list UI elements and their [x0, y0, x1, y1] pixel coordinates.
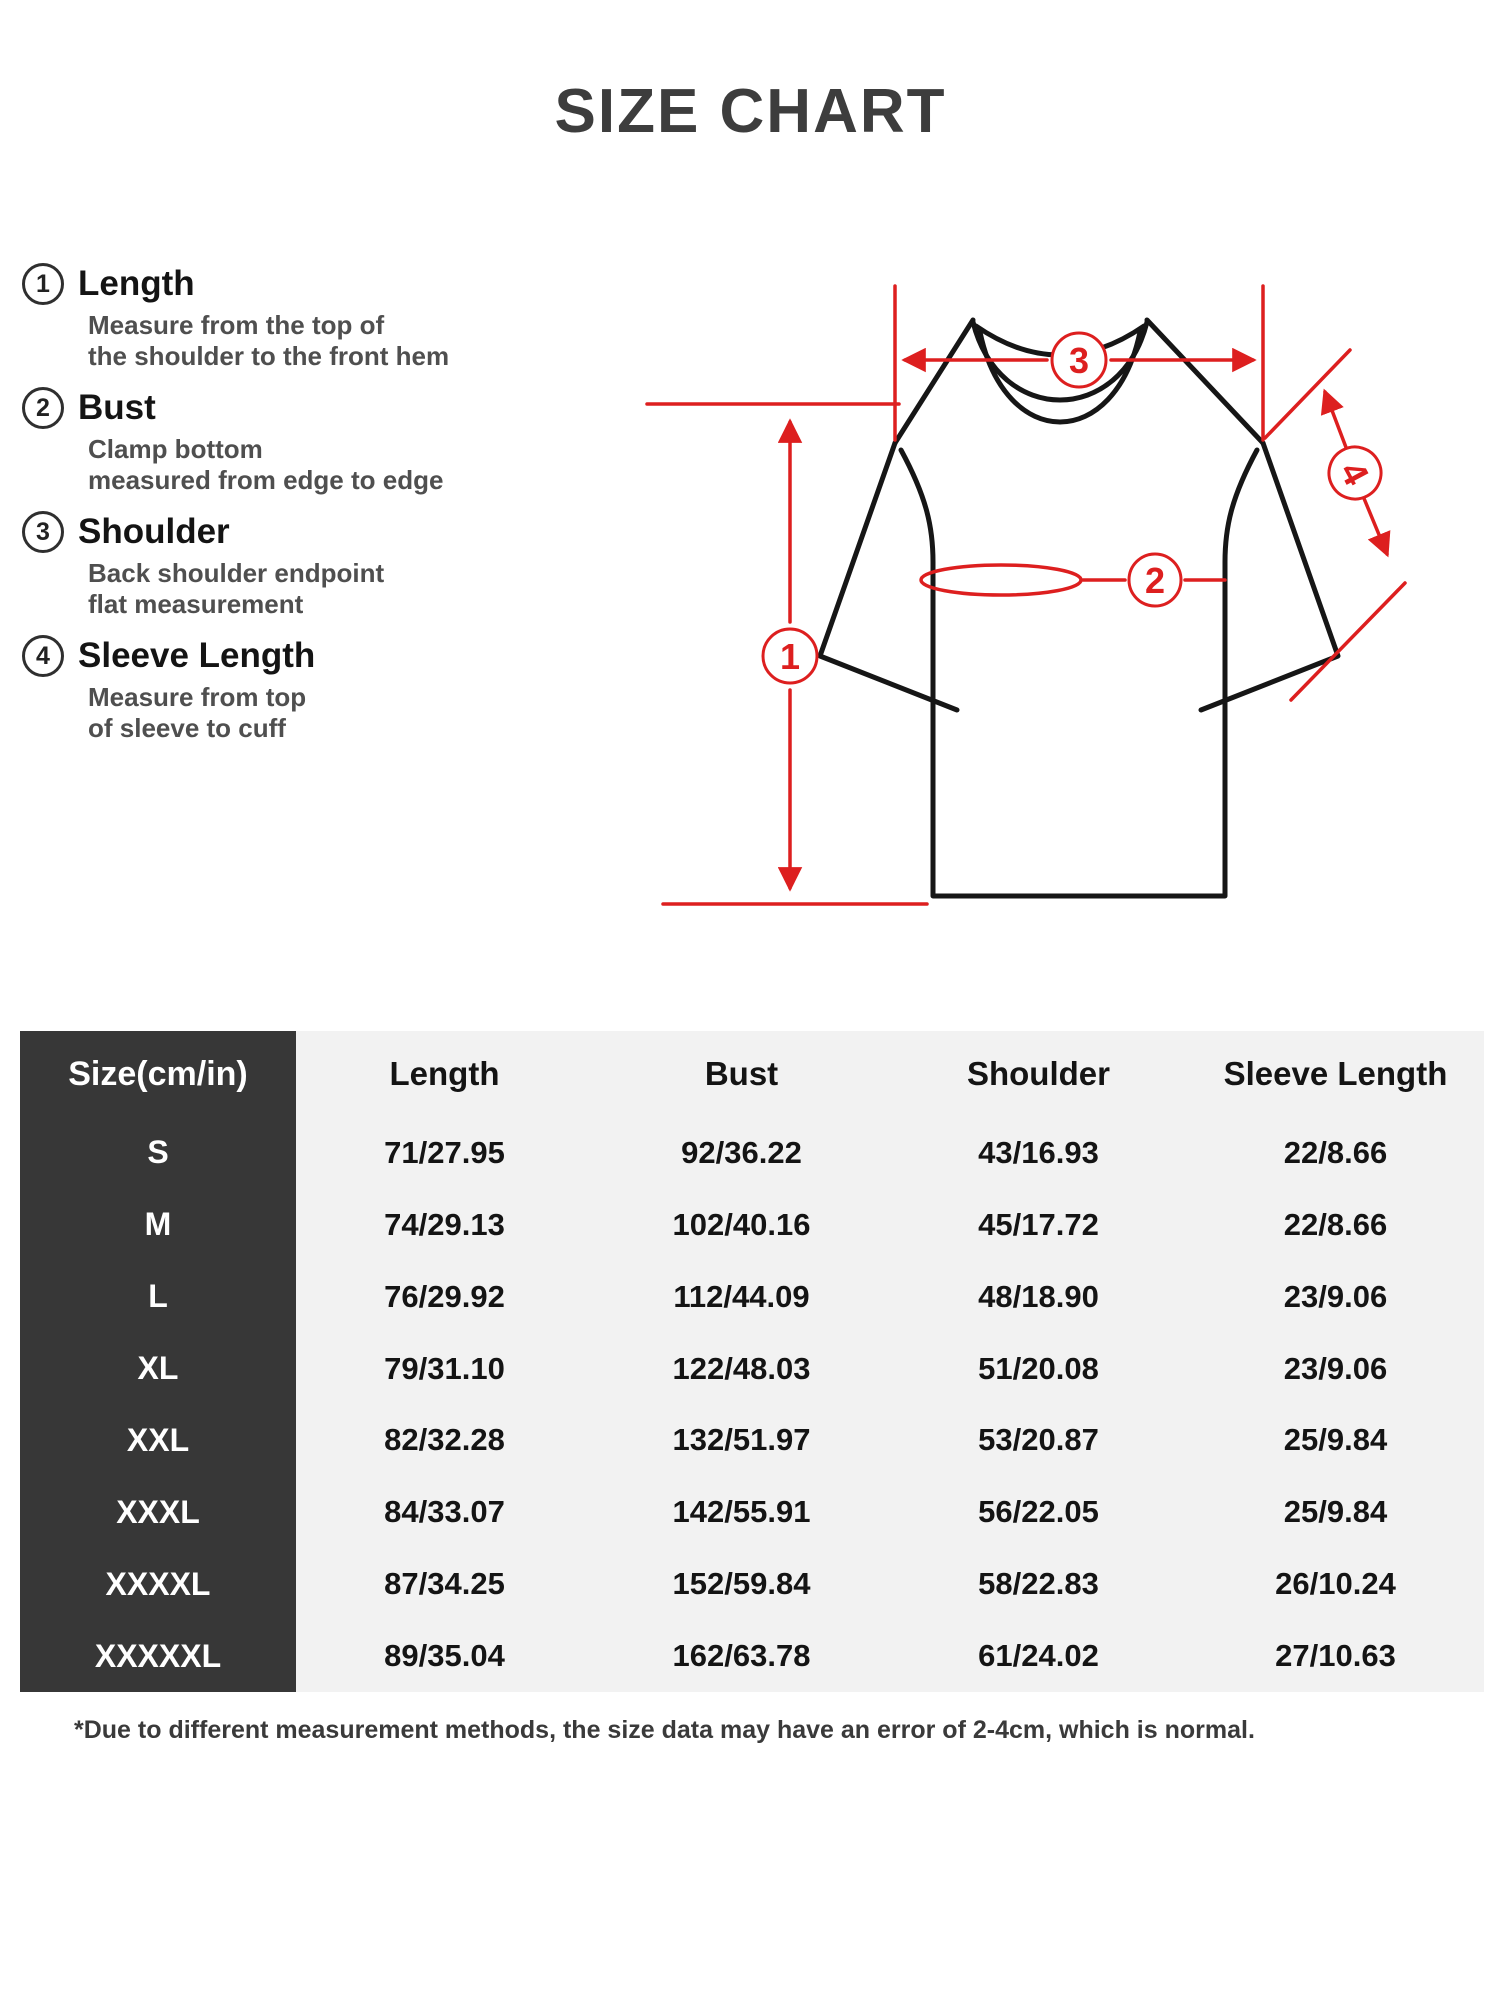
size-cell: S: [20, 1117, 296, 1189]
diagram-labels: [763, 333, 1390, 683]
sleeve-length-column-header: Sleeve Length: [1223, 1055, 1448, 1092]
size-cell: XXL: [20, 1405, 296, 1477]
instruction-description: [88, 434, 522, 496]
circled-number-2-icon: 2: [22, 387, 64, 429]
shoulder-cell: 51/20.08: [978, 1350, 1099, 1386]
sleeve-tick-bottom: [1291, 583, 1405, 700]
tshirt-outline: [820, 320, 1338, 896]
size-cell: XL: [20, 1333, 296, 1405]
length-cell: 74/29.13: [384, 1206, 505, 1242]
length-cell: 71/27.95: [384, 1134, 505, 1170]
instruction-label: Bust: [78, 388, 156, 427]
description-line: Measure from top: [88, 682, 307, 712]
sleeve-cell: 22/8.66: [1283, 1206, 1388, 1242]
bust-cell: 112/44.09: [673, 1278, 810, 1314]
size-cell: XXXL: [20, 1476, 296, 1548]
instruction-description: [88, 558, 522, 620]
bust-cell: 122/48.03: [672, 1350, 811, 1386]
sleeve-cell: 23/9.06: [1283, 1350, 1388, 1386]
bust-ellipse: [921, 565, 1081, 595]
shoulder-cell: 61/24.02: [978, 1638, 1099, 1674]
left-shoulder-seam: [895, 320, 973, 443]
description-line: measured from edge to edge: [88, 465, 444, 495]
size-cell: XXXXL: [20, 1548, 296, 1620]
length-cell: 84/33.07: [384, 1494, 505, 1530]
circled-number-3-icon: 3: [22, 511, 64, 553]
tshirt-measurement-diagram: [535, 228, 1500, 923]
description-line: the shoulder to the front hem: [88, 341, 450, 371]
length-cell: 82/32.28: [384, 1422, 505, 1458]
instruction-label: Shoulder: [78, 512, 230, 551]
circled-number-4-icon: 4: [22, 635, 64, 677]
description-line: Back shoulder endpoint: [88, 558, 385, 588]
shoulder-column-header: Shoulder: [966, 1055, 1110, 1092]
description-line: Clamp bottom: [88, 434, 263, 464]
sleeve-label: 4: [1331, 454, 1378, 492]
measurement-disclaimer: *Due to different measurement methods, the size data may have an error of 2-4cm, which is normal.: [74, 1716, 1255, 1744]
shoulder-cell: 58/22.83: [978, 1566, 1099, 1602]
sleeve-arrow-down: [1363, 496, 1387, 554]
sleeve-cell: 25/9.84: [1283, 1494, 1388, 1530]
instruction-label: Length: [78, 264, 195, 303]
left-sleeve: [820, 443, 957, 710]
bust-cell: 162/63.78: [672, 1638, 811, 1674]
sleeve-cell: 26/10.24: [1275, 1566, 1396, 1602]
size-cell: M: [20, 1189, 296, 1261]
description-line: Measure from the top of: [88, 310, 385, 340]
bust-cell: 102/40.16: [672, 1206, 811, 1242]
circled-number-1-icon: 1: [22, 263, 64, 305]
body-outline: [901, 450, 1257, 896]
length-cell: 89/35.04: [384, 1638, 505, 1674]
description-line: flat measurement: [88, 589, 304, 619]
bust-label: 2: [1144, 560, 1166, 601]
size-cell: XXXXXL: [20, 1620, 296, 1692]
instruction-description: [88, 682, 522, 744]
instruction-description: [88, 310, 522, 372]
shoulder-cell: 45/17.72: [978, 1206, 1099, 1242]
size-column-header: Size(cm/in): [20, 1031, 296, 1117]
shoulder-cell: 48/18.90: [978, 1278, 1099, 1314]
bust-cell: 142/55.91: [672, 1494, 811, 1530]
shoulder-cell: 56/22.05: [978, 1494, 1099, 1530]
sleeve-cell: 23/9.06: [1283, 1278, 1388, 1314]
size-table: [20, 1031, 1484, 1692]
size-cell: L: [20, 1261, 296, 1333]
bust-cell: 132/51.97: [672, 1422, 811, 1458]
sleeve-arrow-up: [1325, 392, 1347, 450]
bust-cell: 92/36.22: [681, 1134, 802, 1170]
instruction-item-sleeve-length: [22, 634, 522, 744]
instruction-label: Sleeve Length: [78, 636, 316, 675]
bust-column-header: Bust: [704, 1055, 779, 1092]
right-sleeve: [1201, 443, 1338, 710]
measurement-annotations: [647, 286, 1405, 904]
instruction-item-length: [22, 262, 522, 372]
page-title: SIZE CHART: [554, 77, 947, 146]
length-cell: 79/31.10: [384, 1350, 505, 1386]
length-cell: 87/34.25: [384, 1566, 505, 1602]
length-column-header: Length: [389, 1055, 500, 1092]
measurement-instructions: [22, 262, 522, 758]
sleeve-cell: 27/10.63: [1275, 1638, 1396, 1674]
length-label: 1: [779, 636, 801, 677]
right-shoulder-seam: [1147, 320, 1263, 443]
sleeve-cell: 25/9.84: [1283, 1422, 1388, 1458]
sleeve-cell: 22/8.66: [1283, 1134, 1388, 1170]
instruction-item-shoulder: [22, 510, 522, 620]
shoulder-label: 3: [1068, 340, 1090, 381]
shoulder-cell: 43/16.93: [978, 1134, 1099, 1170]
length-cell: 76/29.92: [384, 1278, 505, 1314]
bust-cell: 152/59.84: [672, 1566, 811, 1602]
shoulder-cell: 53/20.87: [978, 1422, 1099, 1458]
description-line: of sleeve to cuff: [88, 713, 286, 743]
instruction-item-bust: [22, 386, 522, 496]
